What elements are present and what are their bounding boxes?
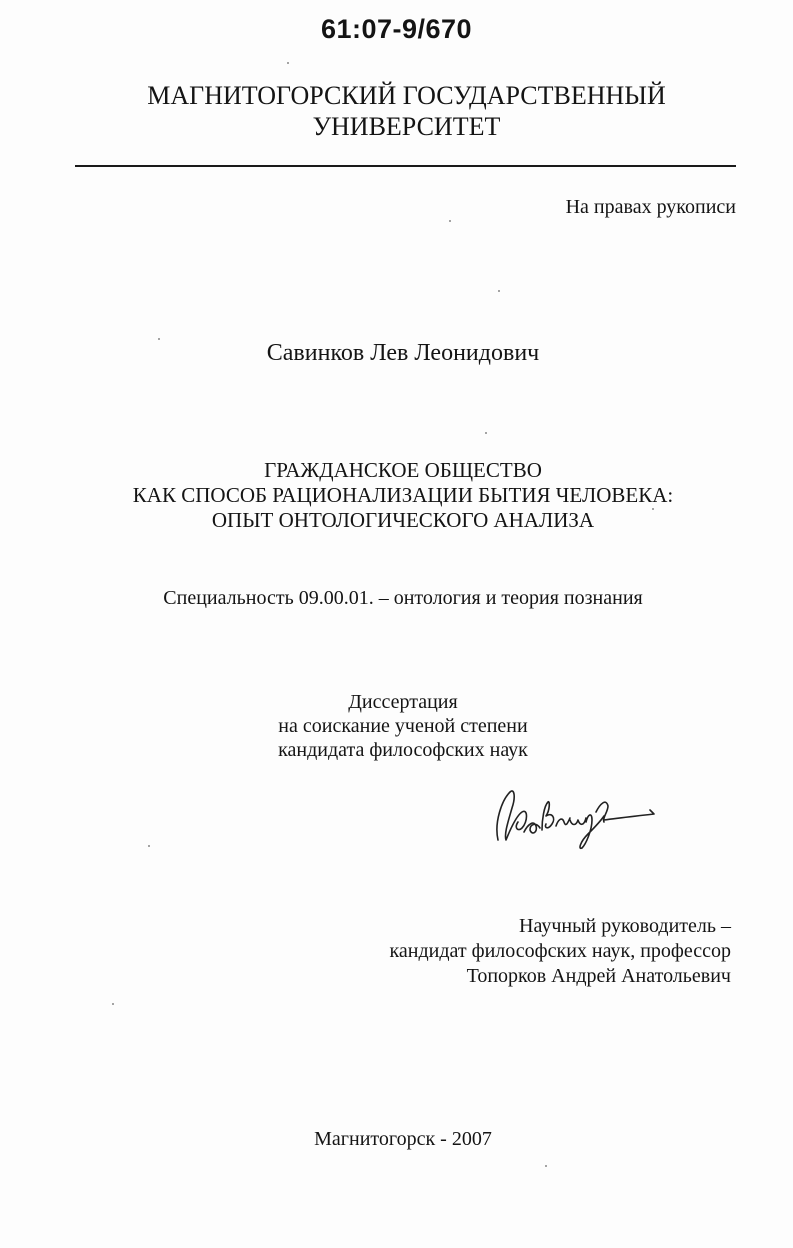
supervisor-degree: кандидат философских наук, профессор [389,940,731,962]
header-divider [75,165,736,167]
university-name-line-1: МАГНИТОГОРСКИЙ ГОСУДАРСТВЕННЫЙ [147,81,666,110]
scan-speck [652,508,654,510]
author-name: Савинков Лев Леонидович [266,340,540,366]
handwritten-signature [488,782,663,852]
city-year: Магнитогорск - 2007 [314,1128,492,1150]
thesis-title-line-3: ОПЫТ ОНТОЛОГИЧЕСКОГО АНАЛИЗА [211,508,595,532]
scientific-supervisor [390,914,732,989]
degree-line-2: на соискание ученой степени [278,715,528,737]
degree-line-1: Диссертация [348,691,458,713]
specialty: Специальность 09.00.01. – онтология и теория познания [163,587,643,609]
scan-speck [449,220,451,222]
thesis-title-line-1: ГРАЖДАНСКОЕ ОБЩЕСТВО [264,458,542,482]
scan-speck [485,432,487,434]
scan-speck [545,1165,547,1167]
scan-speck [112,1003,114,1005]
scan-speck [287,62,289,64]
thesis-title-line-2: КАК СПОСОБ РАЦИОНАЛИЗАЦИИ БЫТИЯ ЧЕЛОВЕКА: [132,483,674,507]
university-name [0,80,793,142]
thesis-title [0,458,793,533]
catalog-code-number: 61:07-9/670 [320,14,473,44]
scan-speck [498,290,500,292]
supervisor-name: Топорков Андрей Анатольевич [466,965,731,987]
rights-note: На правах рукописи [565,196,736,218]
supervisor-role: Научный руководитель – [519,915,731,937]
degree-line-3: кандидата философских наук [278,739,528,761]
university-name-line-2: УНИВЕРСИТЕТ [312,112,501,141]
scan-speck [148,845,150,847]
degree-statement [0,690,793,762]
scan-speck [158,338,160,340]
